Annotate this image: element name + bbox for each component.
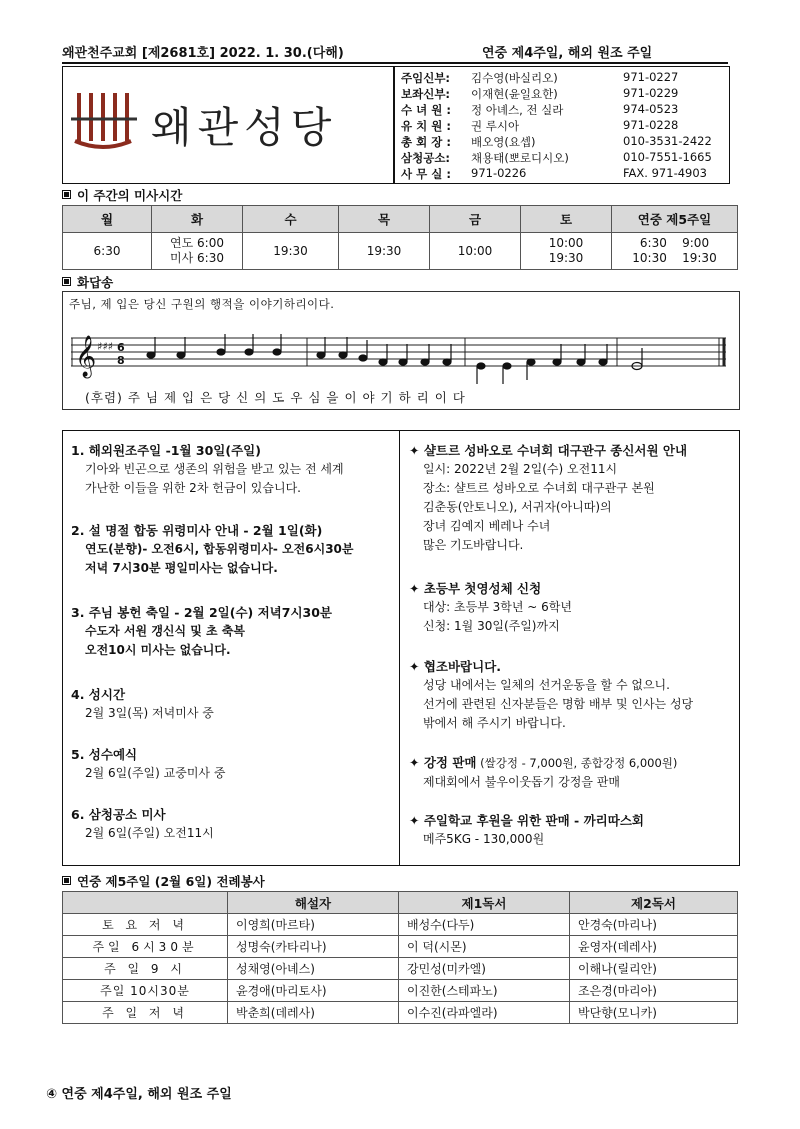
svg-text:6: 6 [117,341,125,354]
duty-second-reader: 안경숙(마리나) [570,914,738,936]
psalm-lyrics: (후렴) 주 님 제 입 은 당 신 의 도 우 심 을 이 야 기 하 리 이 다 [85,390,466,405]
notice-panel [62,430,740,866]
duty-first-reader: 배성수(다두) [399,914,570,936]
staff-role: 주임신부: [401,71,451,85]
notice-line: 수도자 서원 갱신식 및 초 축복 [85,624,245,638]
mass-section-title: 이 주간의 미사시간 [62,186,182,204]
notice-title: ✦ 주일학교 후원을 위한 판매 - 까리따스회 [409,813,644,828]
notice-title: ✦ 협조바랍니다. [409,659,502,674]
duty-first-reader: 이수진(라파엘라) [399,1002,570,1024]
staff-name: 이재현(윤일요한) [471,87,558,101]
duty-commentator: 성채영(아녜스) [228,958,399,980]
mass-time: 19:30 [243,233,339,270]
bulletin-issue: 왜관천주교회 [제2681호] 2022. 1. 30.(다해) [62,46,344,61]
notice-item [71,805,214,843]
duty-commentator: 윤경애(마리토사) [228,980,399,1002]
notice-line: 장소: 샬트르 성바오로 수녀회 대구관구 본원 [423,481,655,495]
notice-line: 메주5KG - 130,000원 [423,832,545,846]
psalm-refrain-text: 주님, 제 입은 당신 구원의 행적을 이야기하리이다. [69,297,335,311]
notice-line: 2월 6일(주일) 교중미사 중 [85,766,226,780]
mass-header-row [63,206,738,233]
notice-title: 3. 주님 봉헌 축일 - 2월 2일(수) 저녁7시30분 [71,605,332,620]
square-bullet-icon [62,876,71,885]
mass-time: 19:30 [339,233,430,270]
day-header: 금 [430,206,521,233]
notice-line: 연도(분향)- 오전6시, 합동위령미사- 오전6시30분 [85,542,354,556]
notice-line: 신청: 1월 30일(주일)까지 [423,619,560,633]
notice-item [71,685,214,723]
staff-name: 채용태(뽀로디시오) [471,151,569,165]
day-header: 월 [63,206,152,233]
notice-line: 김춘동(안토니오), 서귀자(아니따)의 [423,500,612,514]
page-footer: ④ 연중 제4주일, 해외 원조 주일 [46,1087,232,1102]
staff-name: 971-0226 [471,166,527,180]
staff-phone: 010-3531-2422 [623,134,712,148]
mass-times-row [63,233,738,270]
notice-title: ✦ 초등부 첫영성체 신청 [409,581,542,596]
notice-item [409,441,687,555]
staff-role: 유 치 원 : [401,119,451,133]
duty-first-reader: 이 덕(시몬) [399,936,570,958]
svg-text:8: 8 [117,354,125,367]
staff-name: 권 루시아 [471,119,520,133]
notice-line: 많은 기도바랍니다. [423,538,524,552]
staff-name: 김수영(바실리오) [471,71,558,85]
duty-row [63,936,738,958]
mass-time: 6:30 [63,233,152,270]
notice-line: 장녀 김예지 베레나 수녀 [423,519,551,533]
notice-title: 2. 설 명절 합동 위령미사 안내 - 2월 1일(화) [71,523,323,538]
duty-row [63,914,738,936]
notice-divider [399,431,400,865]
music-staff [71,328,731,392]
duty-second-reader: 이해나(릴리안) [570,958,738,980]
notice-line: 성당 내에서는 일체의 선거운동을 할 수 없으니. [423,678,670,692]
duty-commentator: 이영희(마르타) [228,914,399,936]
church-logo-icon [69,89,139,153]
bulletin-header [62,42,724,62]
notice-title: 5. 성수예식 [71,747,138,762]
notice-item [71,745,225,783]
svg-text:𝄞: 𝄞 [75,336,97,377]
notice-item [409,811,644,849]
mass-time: 연도 6:00 미사 6:30 [152,233,243,270]
notice-line: 대상: 초등부 3학년 ~ 6학년 [423,600,572,614]
psalm-section-title: 화답송 [62,273,113,291]
staff-phone: 010-7551-1665 [623,150,712,164]
notice-line: 오전10시 미사는 없습니다. [85,643,231,657]
staff-name: 정 아녜스, 전 실라 [471,103,564,117]
duty-row [63,958,738,980]
day-header: 목 [339,206,430,233]
square-bullet-icon [62,190,71,199]
bulletin-sunday-title: 연중 제4주일, 해외 원조 주일 [482,46,653,61]
notice-line: 가난한 이들을 위한 2차 헌금이 있습니다. [85,481,301,495]
notice-line: 2월 6일(주일) 오전11시 [85,826,214,840]
day-header: 수 [243,206,339,233]
day-header: 화 [152,206,243,233]
duty-header [63,892,228,914]
duty-header-row [63,892,738,914]
duty-header: 제2독서 [570,892,738,914]
duty-header: 해설자 [228,892,399,914]
duty-mass: 주일 10시30분 [63,980,228,1002]
duty-mass: 주 일 9 시 [63,958,228,980]
church-name: 왜관성당 [151,103,338,152]
staff-phone: 971-0227 [623,70,679,84]
svg-text:♯♯♯: ♯♯♯ [97,340,113,353]
header-rule [62,62,728,64]
mass-time: 10:00 19:30 [521,233,612,270]
staff-name: 배오영(요셉) [471,135,536,149]
duty-second-reader: 박단향(모니카) [570,1002,738,1024]
duty-first-reader: 이진한(스테파노) [399,980,570,1002]
notice-line: 저녁 7시30분 평일미사는 없습니다. [85,561,278,575]
notice-item [409,657,693,733]
mass-time: 10:00 [430,233,521,270]
notice-extra: (쌀강정 - 7,000원, 종합강정 6,000원) [476,756,678,770]
notice-item [71,603,332,660]
notice-item [71,441,344,498]
duty-mass: 주 일 저 녁 [63,1002,228,1024]
duty-commentator: 성명숙(카타리나) [228,936,399,958]
day-header: 연중 제5주일 [612,206,738,233]
duty-header: 제1독서 [399,892,570,914]
staff-phone: FAX. 971-4903 [623,166,707,180]
mass-times-table [62,205,738,270]
duty-roster-table [62,891,738,1024]
staff-role: 보좌신부: [401,87,451,101]
notice-title: ✦ 강정 판매 [409,755,477,770]
notice-item [71,521,354,578]
duty-second-reader: 조은경(마리아) [570,980,738,1002]
mass-time: 6:30 9:00 10:30 19:30 [612,233,738,270]
notice-title: 1. 해외원조주일 -1월 30일(주일) [71,443,261,458]
duty-row [63,1002,738,1024]
notice-line: 제대회에서 불우이웃돕기 강정을 판매 [423,775,620,789]
duty-commentator: 박춘희(데레사) [228,1002,399,1024]
notice-line: 일시: 2022년 2월 2일(수) 오전11시 [423,462,618,476]
duty-section-title: 연중 제5주일 (2월 6일) 전례봉사 [62,872,265,890]
staff-role: 총 회 장 : [401,135,451,149]
staff-role: 사 무 실 : [401,167,451,181]
notice-line: 2월 3일(목) 저녁미사 중 [85,706,214,720]
psalm-panel [62,291,740,410]
notice-line: 선거에 관련된 신자분들은 명함 배부 및 인사는 성당 [423,697,694,711]
notice-line: 기아와 빈곤으로 생존의 위험을 받고 있는 전 세계 [85,462,344,476]
notice-title: 6. 삼청공소 미사 [71,807,166,822]
duty-second-reader: 윤영자(데레사) [570,936,738,958]
notice-line: 밖에서 해 주시기 바랍니다. [423,716,566,730]
duty-mass: 주일 6시30분 [63,936,228,958]
duty-row [63,980,738,1002]
notice-item [409,579,572,636]
notice-item [409,753,677,792]
staff-role: 수 녀 원 : [401,103,451,117]
duty-first-reader: 강민성(미카엘) [399,958,570,980]
day-header: 토 [521,206,612,233]
notice-title: 4. 성시간 [71,687,126,702]
duty-mass: 토 요 저 녁 [63,914,228,936]
notice-title: ✦ 샬트르 성바오로 수녀회 대구관구 종신서원 안내 [409,443,688,458]
staff-phone: 971-0228 [623,118,679,132]
staff-phone: 974-0523 [623,102,679,116]
staff-directory [394,66,730,184]
staff-role: 삼청공소: [401,151,451,165]
staff-phone: 971-0229 [623,86,679,100]
square-bullet-icon [62,277,71,286]
logo-panel [62,66,394,184]
